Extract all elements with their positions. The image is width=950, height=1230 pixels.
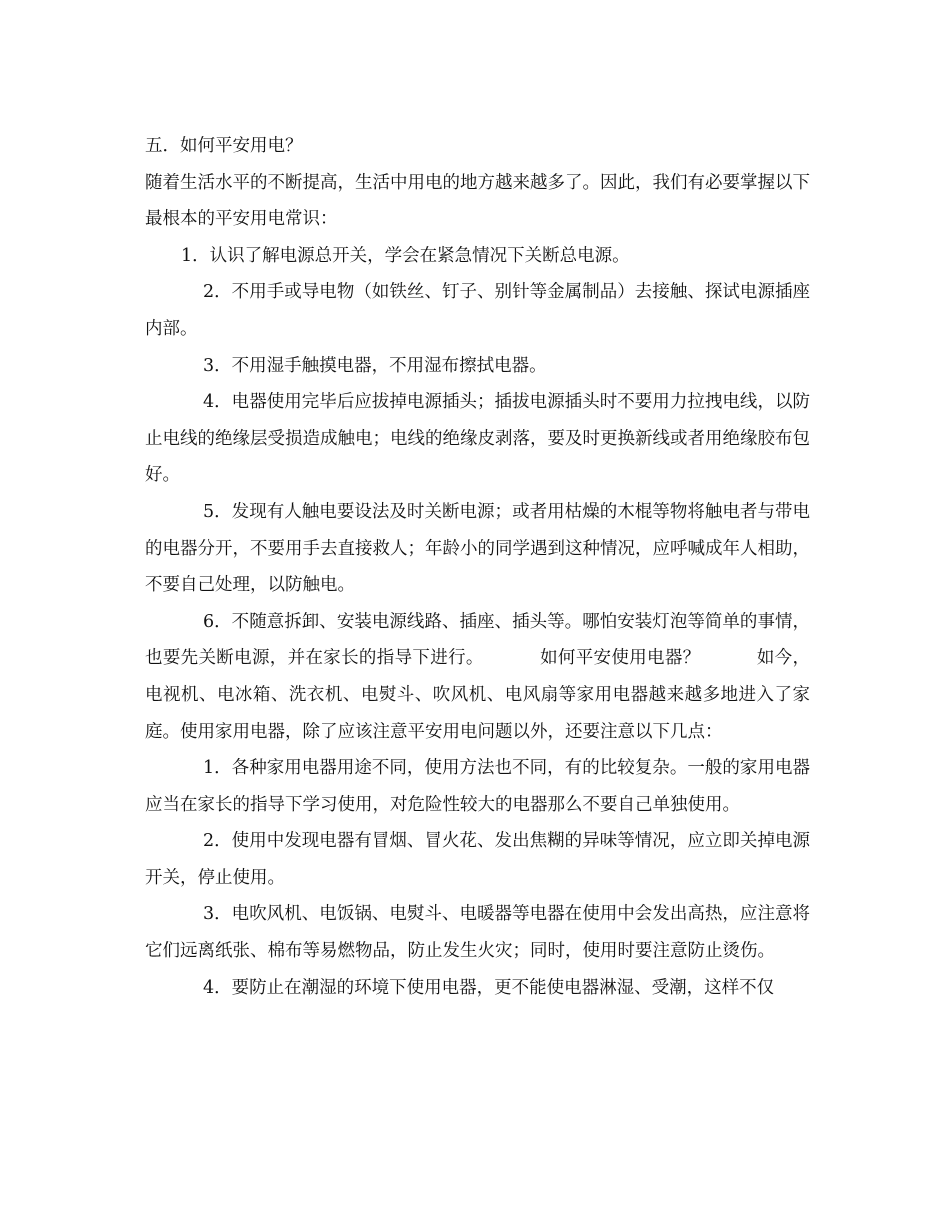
document-page: [145, 128, 810, 1006]
safety-item-with-appliance-intro: [145, 604, 810, 750]
appliance-item: 2．使用中发现电器有冒烟、冒火花、发出焦糊的异味等情况，应立即关掉电源开关，停止使用。: [145, 831, 810, 888]
appliance-intro: 如今，电视机、电冰箱、洗衣机、电熨斗、吹风机、电风扇等家用电器越来越多地进入了家庭。使用家用电器，除了应该注意平安用电问题以外，还要注意以下几点：: [145, 648, 810, 742]
safety-item: 4．电器使用完毕后应拔掉电源插头；插拔电源插头时不要用力拉拽电线，以防止电线的绝缘层受损造成触电；电线的绝缘皮剥落，要及时更换新线或者用绝缘胶布包好。: [145, 392, 810, 486]
appliance-item: 1．各种家用电器用途不同，使用方法也不同，有的比较复杂。一般的家用电器应当在家长的指导下学习使用，对危险性较大的电器那么不要自己单独使用。: [145, 758, 810, 815]
safety-item: 2．不用手或导电物（如铁丝、钉子、别针等金属制品）去接触、探试电源插座内部。: [145, 282, 810, 339]
safety-item: 1．认识了解电源总开关，学会在紧急情况下关断总电源。: [181, 245, 630, 266]
appliance-title: 如何平安使用电器？: [539, 648, 701, 669]
safety-item: 3．不用湿手触摸电器，不用湿布擦拭电器。: [203, 355, 547, 376]
appliance-item: 4．要防止在潮湿的环境下使用电器，更不能使电器淋湿、受潮，这样不仅: [203, 977, 775, 998]
appliance-item: 3．电吹风机、电饭锅、电熨斗、电暖器等电器在使用中会发出高热，应注意将它们远离纸张、棉布等易燃物品，防止发生火灾；同时，使用时要注意防止烫伤。: [145, 904, 810, 962]
intro-paragraph: 随着生活水平的不断提高，生活中用电的地方越来越多了。因此，我们有必要掌握以下最根本的平安用电常识：: [145, 172, 810, 230]
safety-item: 5．发现有人触电要设法及时关断电源；或者用枯燥的木棍等物将触电者与带电的电器分开，不要用手去直接救人；年龄小的同学遇到这种情况，应呼喊成年人相助，不要自己处理，以防触电。: [145, 501, 810, 596]
safety-item-6: 6．不随意拆卸、安装电源线路、插座、插头等。哪怕安装灯泡等简单的事情，也要先关断电源，并在家长的指导下进行。: [145, 611, 810, 669]
section-title: 五．如何平安用电？: [145, 136, 303, 156]
